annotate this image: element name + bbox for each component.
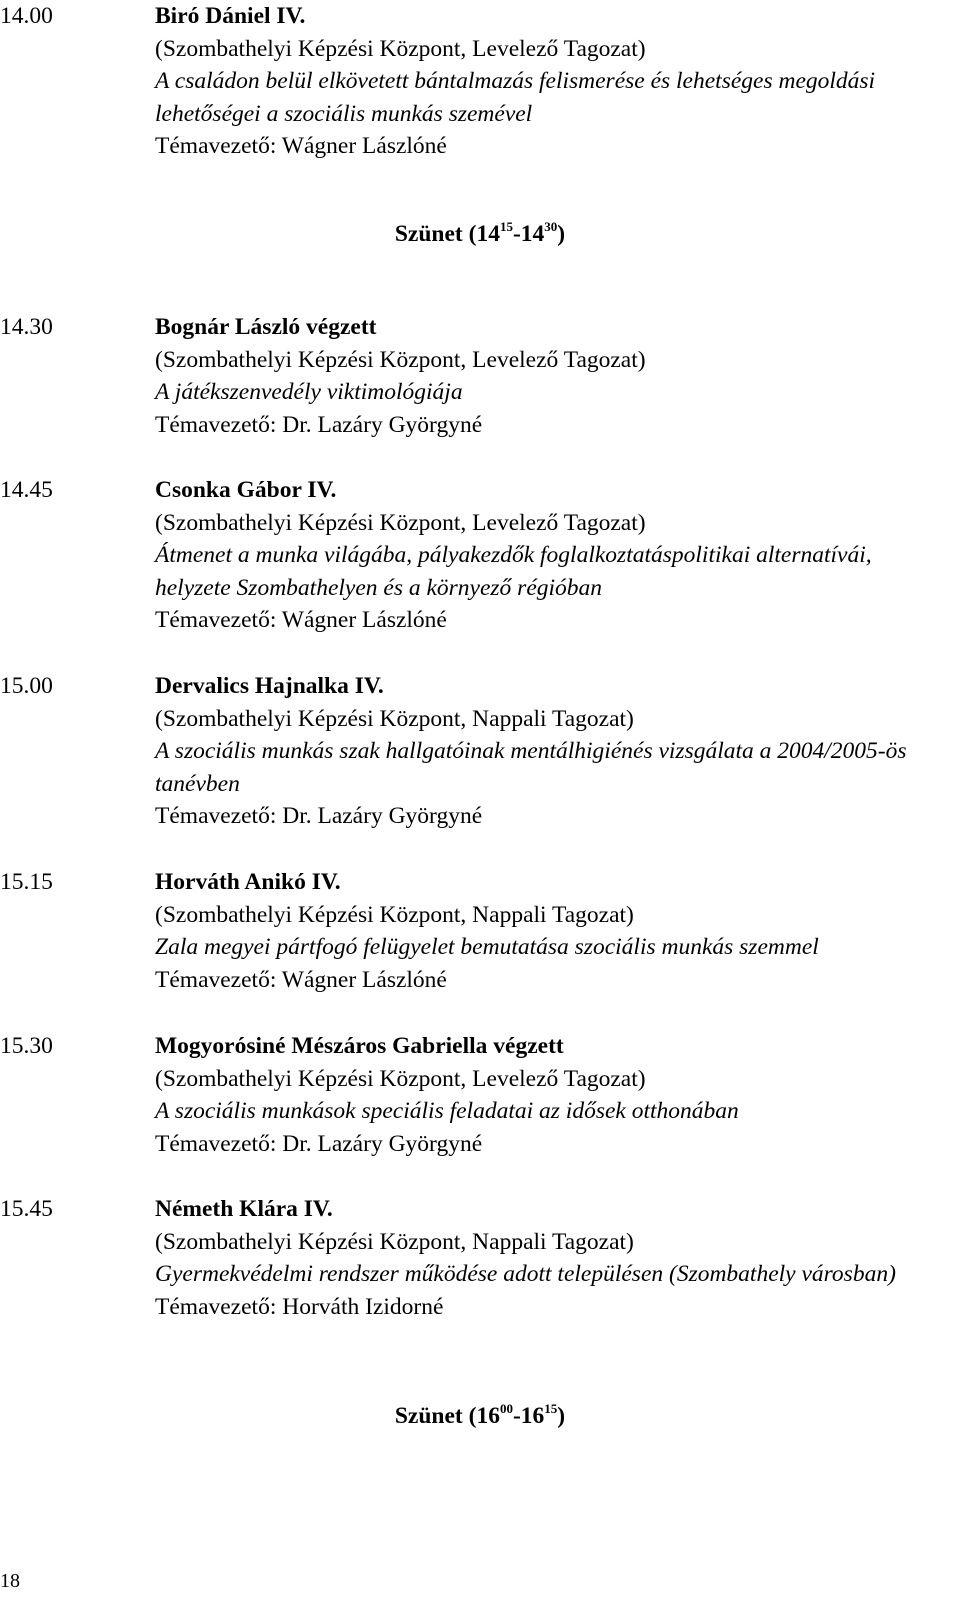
talk-title: A szociális munkások speciális feladatai az idősek otthonában	[155, 1098, 739, 1124]
presenter-name: Biró Dániel IV.	[155, 3, 306, 29]
supervisor: Témavezető: Dr. Lazáry Györgyné	[155, 803, 483, 829]
supervisor: Témavezető: Wágner Lászlóné	[155, 966, 447, 993]
talk-title: Gyermekvédelmi rendszer működése adott településen (Szombathely városban)	[155, 1261, 896, 1287]
entry-time: 15.15	[0, 869, 53, 895]
supervisor: Témavezető: Dr. Lazáry Györgyné	[155, 1130, 483, 1157]
presenter-name: Dervalics Hajnalka IV.	[155, 673, 384, 699]
entry-time: 15.45	[0, 1196, 53, 1222]
presenter-name: Bognár László végzett	[155, 314, 377, 340]
presenter-name: Csonka Gábor IV.	[155, 477, 337, 503]
talk-title: Átmenet a munka világába, pályakezdők foglalkoztatáspolitikai alternatívái, helyzete Szombathelyen és a környező régióban	[155, 542, 872, 601]
talk-title: A játékszenvedély viktimológiája	[155, 379, 463, 405]
presenter-name: Horváth Anikó IV.	[155, 869, 341, 895]
supervisor: Témavezető: Wágner Lászlóné	[155, 607, 447, 633]
institution: (Szombathelyi Képzési Központ, Nappali Tagozat)	[155, 1228, 634, 1255]
supervisor: Témavezető: Dr. Lazáry Györgyné	[155, 411, 483, 438]
institution: (Szombathelyi Képzési Központ, Levelező Tagozat)	[155, 346, 646, 373]
presenter-name: Németh Klára IV.	[155, 1196, 333, 1222]
institution: (Szombathelyi Képzési Központ, Levelező Tagozat)	[155, 1065, 646, 1092]
page-number: 18	[0, 1570, 20, 1592]
talk-title: Zala megyei pártfogó felügyelet bemutatása szociális munkás szemmel	[155, 934, 819, 960]
entry-time: 14.30	[0, 314, 53, 340]
supervisor: Témavezető: Horváth Izidorné	[155, 1293, 444, 1320]
institution: (Szombathelyi Képzési Központ, Levelező Tagozat)	[155, 509, 646, 536]
entry-time: 15.30	[0, 1033, 53, 1059]
institution: (Szombathelyi Képzési Központ, Nappali Tagozat)	[155, 705, 634, 732]
entry-time: 14.00	[0, 3, 53, 29]
break-heading: Szünet $(14^{15}-14^{30})$	[394, 219, 566, 247]
entry-time: 15.00	[0, 673, 53, 699]
talk-title: A szociális munkás szak hallgatóinak mentálhigiénés vizsgálata a 2004/2005-ös tanévben	[155, 738, 907, 797]
entry-time: 14.45	[0, 477, 53, 503]
institution: (Szombathelyi Képzési Központ, Levelező Tagozat)	[155, 35, 646, 62]
talk-title: A családon belül elkövetett bántalmazás felismerése és lehetséges megoldási lehetőségei a szociális munkás szemével	[155, 68, 876, 127]
supervisor: Témavezető: Wágner Lászlóné	[155, 133, 447, 159]
institution: (Szombathelyi Képzési Központ, Nappali Tagozat)	[155, 901, 634, 928]
break-heading: Szünet $(16^{00}-16^{15})$	[394, 1401, 566, 1429]
presenter-name: Mogyorósiné Mészáros Gabriella végzett	[155, 1033, 564, 1059]
